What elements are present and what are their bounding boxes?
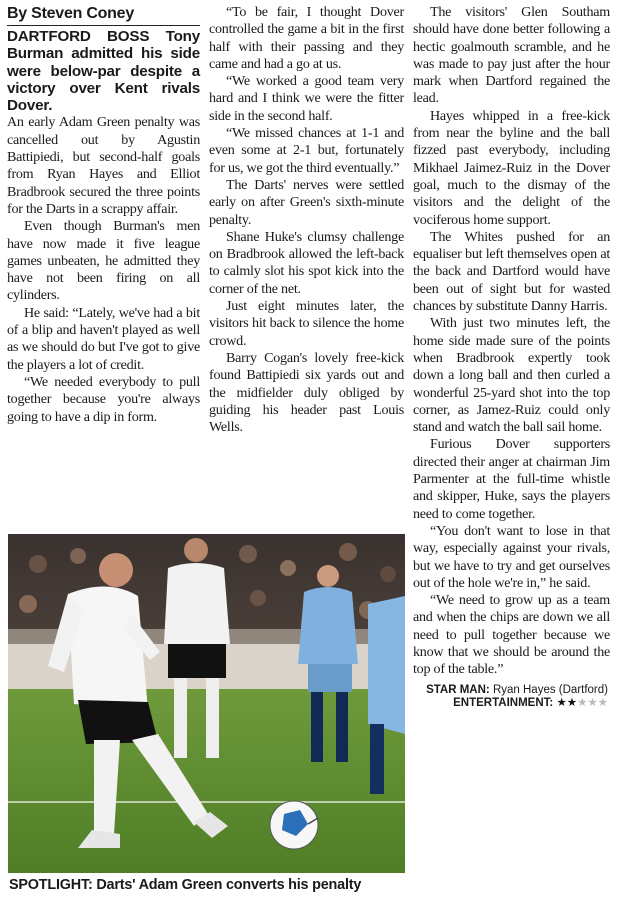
star-man-value: Ryan Hayes (Dartford) <box>492 683 608 696</box>
football-penalty-photo <box>8 534 405 873</box>
star-man-label: STAR MAN: <box>426 683 490 696</box>
article-column-3 <box>413 4 610 710</box>
article-paragraph: An early Adam Green penalty was cancelled out by Agustin Battipiedi, but second-half goals from Ryan Hayes and Elliot Bradbrook secured the three points for the Darts in a scrappy affair. <box>7 114 200 217</box>
article-paragraph: Barry Cogan's lovely free-kick found Battipiedi six yards out and the midfielder duly obliged by guiding his header past Louis Wells. <box>209 349 404 436</box>
entertainment-stars-empty: ★★★ <box>577 696 608 709</box>
article-paragraph: Just eight minutes later, the visitors hit back to silence the home crowd. <box>209 298 404 349</box>
football <box>270 801 318 849</box>
article-paragraph: “We need to grow up as a team and when the chips are down we all need to pull together because we know that we should be around the top of the table.” <box>413 592 610 678</box>
article-intro: DARTFORD BOSS Tony Burman admitted his side were below-par despite a victory over Kent rivals Dover. <box>7 28 200 115</box>
column-2-body <box>209 4 404 436</box>
column-3-body <box>413 4 610 679</box>
byline: By Steven Coney <box>7 4 200 26</box>
article-paragraph: “We missed chances at 1-1 and even some at 2-1 but, fortunately for us, we got the third eventually.” <box>209 125 404 176</box>
entertainment-stars-filled: ★★ <box>556 696 578 709</box>
article-paragraph: “We worked a good team very hard and I think we were the fitter side in the second half. <box>209 73 404 124</box>
article-paragraph: The Darts' nerves were settled early on after Green's sixth-minute penalty. <box>209 176 404 228</box>
article-paragraph: “We needed everybody to pull together because you're always going to have a dip in form. <box>7 373 200 425</box>
article-column-1 <box>7 4 200 426</box>
photo-caption: SPOTLIGHT: Darts' Adam Green converts his penalty <box>9 877 362 893</box>
article-paragraph: The Whites pushed for an equaliser but left themselves open at the back and Dartford would have been out of sight but for wasted chances by substitute Danny Harris. <box>413 228 610 315</box>
entertainment-label: ENTERTAINMENT: <box>453 696 554 709</box>
article-paragraph: Even though Burman's men have now made it five league games unbeaten, he admitted they have not been firing on all cylinders. <box>7 218 200 304</box>
article-column-2 <box>209 4 404 436</box>
article-paragraph: Furious Dover supporters directed their anger at chairman Jim Parmenter at the full-time whistle and skipper, Huke, says the players need to come together. <box>413 436 610 522</box>
article-paragraph: The visitors' Glen Southam should have done better following a hectic goalmouth scramble, and he was made to pay just after the hour mark when Dartford regained the lead. <box>413 4 610 107</box>
article-paragraph: “You don't want to lose in that way, especially against your rivals, but we have to try and get ourselves out of the hole we're in,” he said. <box>413 522 610 591</box>
article-paragraph: Hayes whipped in a free-kick from near the byline and the ball fizzed past everybody, including Mikhael Jaimez-Ruiz in the Dover goal, much to the dismay of the visitors and the delight of the vociferous home support. <box>413 107 610 228</box>
article-paragraph: “To be fair, I thought Dover controlled the game a bit in the first half with their passing and they came and had a go at us. <box>209 4 404 72</box>
article-paragraph: Shane Huke's clumsy challenge on Bradbrook allowed the left-back to calmly slot his spot kick into the corner of the net. <box>209 228 404 297</box>
article-paragraph: With just two minutes left, the home side made sure of the points when Bradbrook expertly took down a long ball and then curled a wonderful 25-yard shot into the top corner, as Jamez-Ruiz could only stand and watch the ball sail home. <box>413 315 610 436</box>
star-man-box <box>413 684 610 710</box>
article-paragraph: He said: “Lately, we've had a bit of a blip and haven't played as well as we should do but I've got to give the players a lot of credit. <box>7 304 200 373</box>
column-1-body <box>7 114 200 425</box>
